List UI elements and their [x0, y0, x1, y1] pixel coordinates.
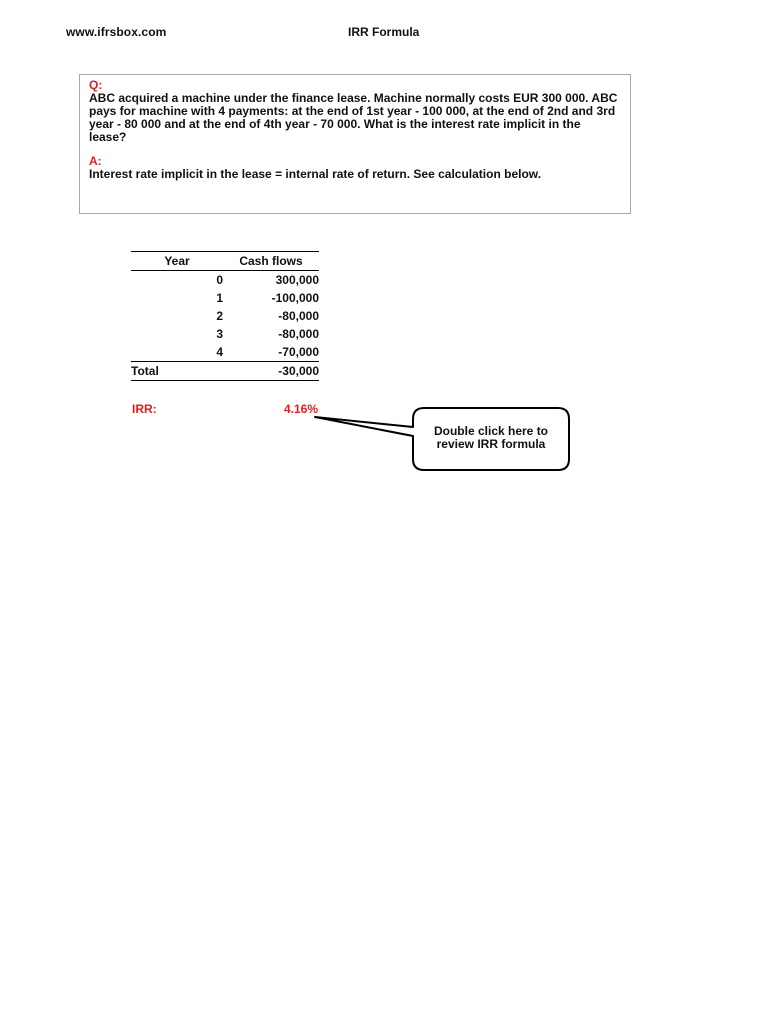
cash-flow-cell: -100,000	[271, 291, 319, 305]
table-row	[131, 325, 319, 343]
table-row	[131, 343, 319, 362]
cash-flow-cell: -80,000	[278, 327, 319, 341]
year-cell: 2	[216, 309, 223, 323]
question-answer-box	[79, 74, 631, 214]
answer-label: A:	[89, 154, 102, 168]
year-cell: 3	[216, 327, 223, 341]
cash-flow-table	[131, 251, 319, 381]
total-label: Total	[131, 362, 223, 381]
answer-text: Interest rate implicit in the lease = internal rate of return. See calculation below.	[89, 167, 542, 181]
year-cell: 4	[216, 345, 223, 359]
site-url: www.ifrsbox.com	[66, 25, 167, 39]
year-cell: 1	[216, 291, 223, 305]
question-label: Q:	[89, 78, 103, 92]
total-value: -30,000	[223, 362, 319, 381]
cash-flow-cell: 300,000	[275, 273, 319, 287]
page-title: IRR Formula	[348, 25, 420, 39]
callout-line-2: review IRR formula	[436, 437, 546, 451]
cash-flows-header: Cash flows	[223, 252, 319, 271]
cash-flow-cell: -70,000	[278, 345, 319, 359]
table-row	[131, 289, 319, 307]
year-header: Year	[131, 252, 223, 271]
irr-value-cell[interactable]: 4.16%	[283, 402, 318, 416]
callout-text[interactable]	[414, 425, 568, 451]
total-row	[131, 362, 319, 381]
cash-flow-cell: -80,000	[278, 309, 319, 323]
table-header-row	[131, 252, 319, 271]
question-text: ABC acquired a machine under the finance lease. Machine normally costs EUR 300 000. ABC pays for machine with 4 payments: at the end of 1st year - 100 000, at the end of 2nd and 3rd year - 80 000 and at the end of 4th year - 70 000. What is the interest rate implicit in the lease?	[89, 91, 618, 144]
irr-label: IRR:	[132, 402, 157, 416]
year-cell: 0	[216, 273, 223, 287]
table-row	[131, 271, 319, 290]
callout-line-1: Double click here to	[433, 424, 549, 438]
table-row	[131, 307, 319, 325]
